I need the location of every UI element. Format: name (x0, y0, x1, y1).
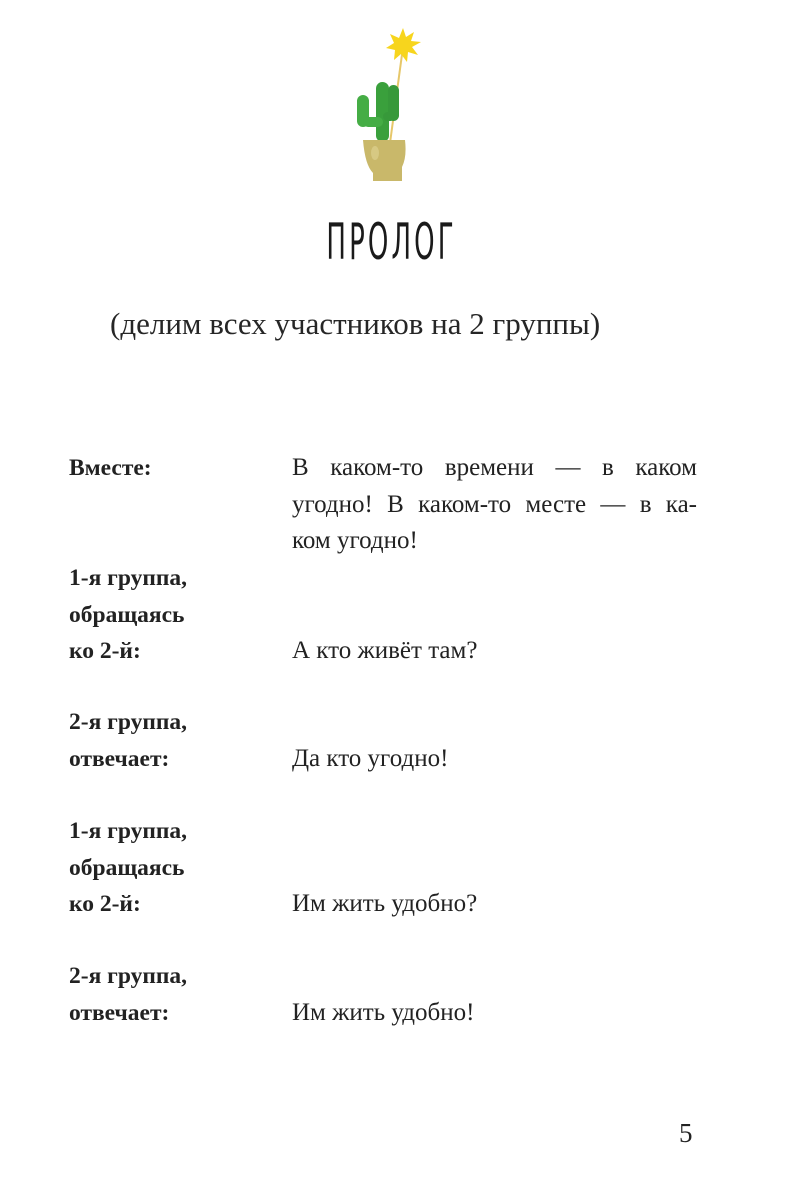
speaker-label-line: отвечает: (69, 999, 170, 1026)
dialogue-line-part: ком угодно! (292, 527, 418, 554)
speaker-label-line: обращаясь (69, 601, 185, 628)
speaker-label-line: 2-я группа, (69, 709, 188, 735)
speaker-label (69, 704, 279, 777)
dialogue-line: А кто живёт там? (292, 637, 478, 664)
dialogue-line: Им жить удобно! (292, 998, 475, 1026)
speaker-label (69, 450, 279, 487)
speaker-label-line: ко 2-й: (69, 638, 141, 664)
dialogue-line: Да кто угодно! (292, 744, 449, 772)
cactus-illustration (345, 25, 435, 190)
page-number: 5 (679, 1118, 693, 1148)
speaker-label (69, 813, 279, 923)
dialogue-line: Им жить удобно? (292, 890, 478, 917)
speaker-label-line: ко 2-й: (69, 891, 141, 917)
speaker-label-line: обращаясь (69, 854, 185, 881)
speaker-label-line: 1-я группа, (69, 818, 188, 844)
speaker-label-line: 1-я группа, (69, 565, 188, 591)
speaker-label (69, 560, 279, 670)
chapter-title: ПРОЛОГ (326, 213, 457, 271)
dialogue-line-part: угодно! В каком-то месте — в ка- (292, 490, 697, 518)
chapter-subtitle: (делим всех участников на 2 группы) (110, 306, 601, 341)
speaker-label-line: отвечает: (69, 745, 170, 772)
dialogue-line-part: В каком-то времени — в каком (292, 454, 697, 481)
speaker-label (69, 958, 279, 1031)
speaker-label-line: 2-я группа, (69, 963, 188, 989)
speaker-label-line: Вместе: (69, 455, 152, 481)
cactus-icon (345, 25, 435, 190)
dialogue-line (292, 450, 697, 560)
